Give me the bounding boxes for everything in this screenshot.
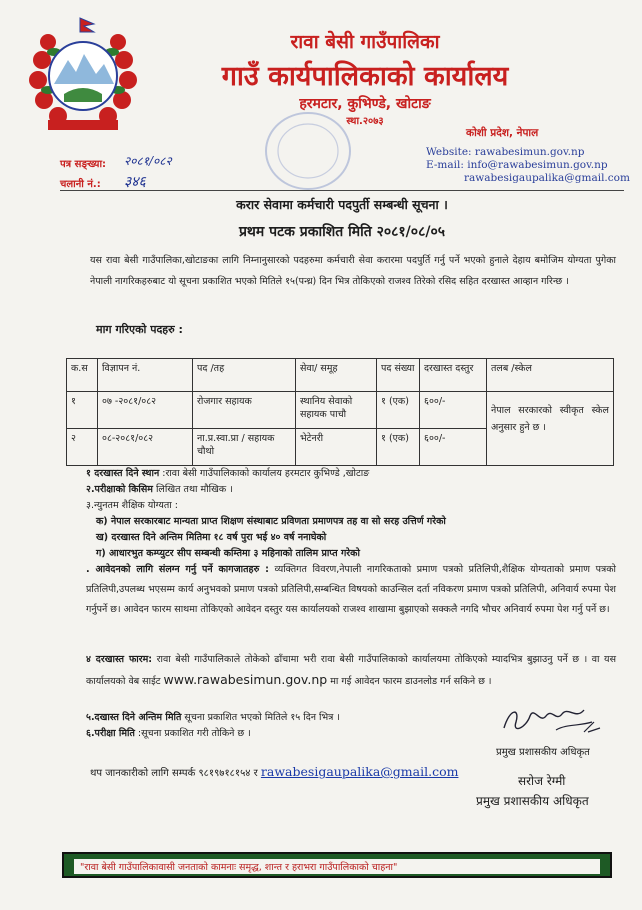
- requirement-text: :रावा बेसी गाउँपालिकाको कार्यालय हरमटार कुभिण्डे ,खोटाङ: [159, 468, 370, 479]
- dispatch-number-value: ३४६: [124, 174, 146, 190]
- col-header: सेवा/ समूह: [296, 359, 377, 392]
- requirement-label: १ दरखास्त दिने स्थान: [86, 468, 160, 479]
- table-cell: ६००/-: [420, 429, 487, 466]
- table-cell: ना.प्र.स्वा.प्रा / सहायक चौथो: [193, 429, 296, 466]
- form-text-2: मा गई आवेदन फारम डाउनलोड गर्न सकिने छ ।: [327, 676, 492, 687]
- website-text: Website: rawabesimun.gov.np: [426, 146, 585, 158]
- requirement-text: सूचना प्रकाशित भएको मितिले १५ दिन भित्र ।: [181, 712, 341, 723]
- requirement-label: ६.परीक्षा मिति: [86, 728, 135, 739]
- officer-name: सरोज रेग्मी: [518, 774, 566, 788]
- office-name: गाउँ कार्यपालिकाको कार्यालय: [221, 61, 509, 92]
- col-header: पद /तह: [193, 359, 296, 392]
- application-form: [86, 650, 616, 692]
- signature-scribble: [496, 698, 606, 740]
- form-label: ४ दरखास्त फारम:: [86, 654, 153, 665]
- footer-slogan: "रावा बेसी गाउँपालिकावासी जनताको कामनाः समृद्ध, शान्त र हराभरा गाउँपालिकाको चाहना": [74, 859, 600, 874]
- dispatch-number-label: चलानी नं.:: [60, 179, 101, 190]
- documents-required: [86, 560, 616, 620]
- publication-date: प्रथम पटक प्रकाशित मिति २०८१/०८/०५: [238, 224, 446, 240]
- salary-cell: नेपाल सरकारको स्वीकृत स्केल अनुसार हुने छ ।: [487, 392, 614, 466]
- table-cell: १ (एक): [377, 429, 420, 466]
- header-divider: [60, 190, 624, 191]
- table-cell: २: [67, 429, 98, 466]
- col-header: विज्ञापन नं.: [98, 359, 193, 392]
- requirement-3b: ख) दरखास्त दिने अन्तिम मितिमा १८ वर्ष पुरा भई ४० वर्ष ननाघेको: [96, 532, 327, 543]
- table-cell: ०८-२०८१/०८२: [98, 429, 193, 466]
- letter-number-value: २०८१/०८२: [124, 154, 172, 168]
- gmail-text: rawabesigaupalika@gmail.com: [464, 172, 630, 184]
- notice-paragraph: यस रावा बेसी गाउँपालिका,खोटाङका लागि निम्नानुसारको पदहरुमा कर्मचारी सेवा करारमा पदपुर्ति गर्नु पर्ने भएको हुनाले देहाय बमोजिम योग्यता पुगेका नेपाली नागरिकहरुबाट यो सूचना प्रकाशित भएको मितिले १५(पन्ध्र) दिन भित्र तोकिएको राजश्व तिरेको रसिद सहित दरखास्त आव्हान गरिन्छ ।: [90, 255, 616, 287]
- posts-subheading: माग गरिएको पदहरु :: [96, 323, 183, 336]
- contact-line: [90, 764, 458, 779]
- requirement-label: ५.दखास्त दिने अन्तिम मिति: [86, 712, 182, 723]
- office-address: हरमटार, कुभिण्डे, खोटाङ: [299, 96, 431, 112]
- requirement-text: लिखित तथा मौखिक ।: [152, 484, 233, 495]
- requirement-3: ३.न्युनतम शैक्षिक योग्यता :: [86, 500, 178, 511]
- province-name: कोशी प्रदेश, नेपाल: [466, 127, 539, 139]
- requirement-text: :सूचना प्रकाशित गरी तोकिने छ ।: [134, 728, 251, 739]
- col-header: क.स: [67, 359, 98, 392]
- table-cell: स्थानिय सेवाको सहायक पाचौ: [296, 392, 377, 429]
- officer-title-top: प्रमुख प्रशासकीय अधिकृत: [496, 747, 590, 758]
- contact-block: [426, 146, 630, 185]
- col-header: तलब /स्केल: [487, 359, 614, 392]
- office-stamp: [262, 108, 354, 194]
- requirement-label: २.परीक्षाको किसिम: [86, 484, 153, 495]
- table-cell: १: [67, 392, 98, 429]
- established-year: स्था.२०७३: [346, 116, 384, 127]
- documents-text: व्यक्तिगत विवरण,नेपाली नागरिकताको प्रमाण पत्रको प्रतिलिपी,शैक्षिक योग्यताको प्रमाण पत्रको प्रतिलिपी,उपलब्ध भएसम्म कार्य अनुभवको प्रमाण पत्रको प्रतिलिपी,सम्बन्धित विषयको काउन्सिल दर्ता नविकरण प्रमाण पत्रको प्रतिलिपी, अनिवार्य रुपमा पेश गर्नुपर्ने छ। आवेदन फारम साथमा तोकिएको आवेदन दस्तुर यस कार्यालयको राजश्व शाखामा बुझाएको सक्कलै नगदि भौचर अनिवार्य रुपमा पेश गर्नु पर्ने छ।: [86, 564, 616, 615]
- col-header: दरखास्त दस्तुर: [420, 359, 487, 392]
- municipality-name: रावा बेसी गाउँपालिका: [290, 31, 440, 53]
- requirement-1: [86, 466, 616, 481]
- contact-email-link[interactable]: rawabesigaupalika@gmail.com: [260, 764, 459, 779]
- table-cell: १ (एक): [377, 392, 420, 429]
- requirement-3c: ग) आधारभुत कम्प्युटर सीप सम्बन्धी कम्तिमा ३ महिनाको तालिम प्राप्त गरेको: [96, 548, 360, 559]
- footer-banner: [62, 852, 612, 878]
- table-cell: भेटेनरी: [296, 429, 377, 466]
- email-text: E-mail: info@rawabesimun.gov.np: [426, 159, 608, 171]
- nepal-emblem-logo: [24, 14, 142, 136]
- col-header: पद संख्या: [377, 359, 420, 392]
- table-cell: रोजगार सहायक: [193, 392, 296, 429]
- table-cell: ०७ -२०८१/०८२: [98, 392, 193, 429]
- letter-number-label: पत्र सङ्ख्या:: [60, 159, 107, 170]
- officer-title: प्रमुख प्रशासकीय अधिकृत: [476, 794, 589, 808]
- requirement-3a: क) नेपाल सरकारबाट मान्यता प्राप्त शिक्षण संस्थाबाट प्रविणता प्रमाणपत्र तह वा सो सरह उत्तिर्ण गरेको: [96, 516, 446, 527]
- posts-table: [66, 358, 614, 466]
- website-url[interactable]: www.rawabesimun.gov.np: [163, 672, 328, 687]
- table-header-row: [67, 359, 614, 392]
- table-row: [67, 392, 614, 429]
- contact-text: थप जानकारीको लागि सम्पर्क ९८१९७१८१५४ र: [90, 768, 261, 779]
- table-cell: ६००/-: [420, 392, 487, 429]
- requirement-2: [86, 482, 616, 497]
- form-text-1: रावा बेसी गाउँपालिकाले तोकेको ढाँचामा भरी रावा बेसी गाउँपालिकाको कार्यालयमा तोकिएको म्यादभित्र बुझाउनु पर्ने छ । वा यस कार्यालयको वेब साईट: [86, 654, 616, 687]
- documents-label: . आवेदनको लागि संलग्न गर्नु पर्ने कागजातहरु :: [86, 564, 269, 575]
- notice-heading: करार सेवामा कर्मचारी पदपुर्ती सम्बन्धी सूचना ।: [236, 197, 448, 212]
